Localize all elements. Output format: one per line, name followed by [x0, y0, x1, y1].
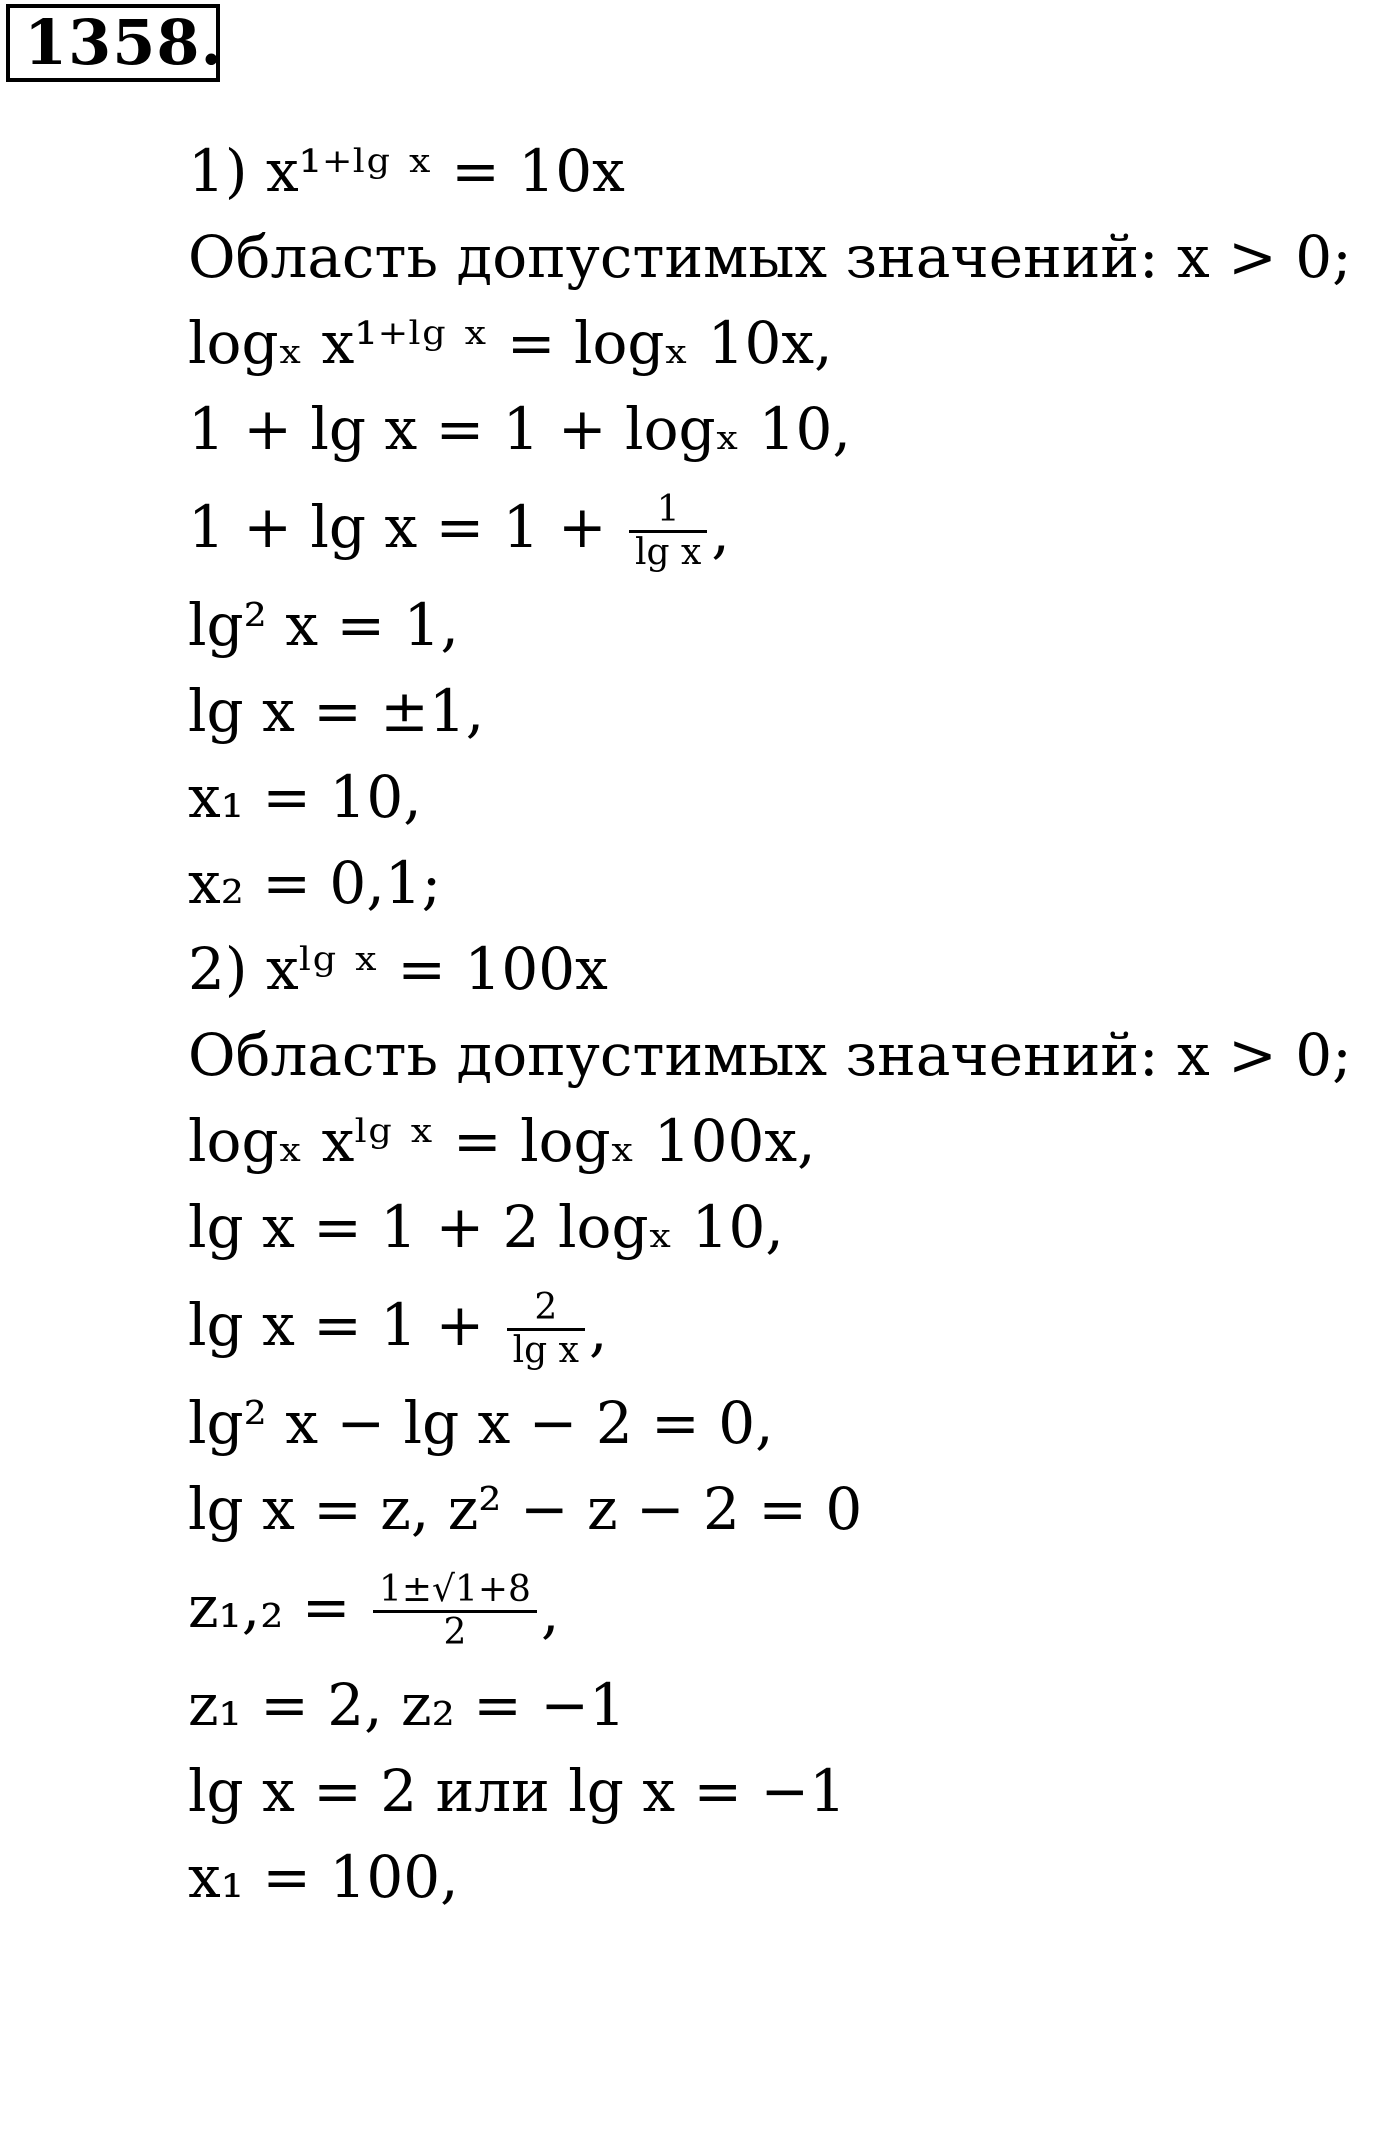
equation-line-19: lg x = 2 или lg x = −1 [188, 1757, 847, 1825]
equation-line-3: logₓ x¹⁺ˡᵍ ˣ = logₓ 10x, [188, 309, 833, 377]
equation-line-12: logₓ xˡᵍ ˣ = logₓ 100x, [188, 1107, 816, 1175]
equation-line-9: x₂ = 0,1; [188, 849, 442, 917]
fraction-numerator: 2 [534, 1287, 558, 1329]
equation-line-5 [188, 472, 1388, 582]
equation-line-20: x₁ = 100, [188, 1843, 459, 1911]
equation-line-18: z₁ = 2, z₂ = −1 [188, 1671, 626, 1739]
solution-body [188, 128, 1388, 1920]
equation-line-14 [188, 1270, 1388, 1380]
fraction-denominator: 2 [373, 1610, 537, 1653]
fraction-numerator: 1 [656, 489, 680, 531]
equation-line-6: lg² x = 1, [188, 591, 459, 659]
equation-prefix: z₁,₂ = [188, 1573, 369, 1641]
fraction-numerator: 1±√1+8 [378, 1569, 531, 1611]
equation-suffix: , [588, 1295, 608, 1364]
equation-line-13: lg x = 1 + 2 logₓ 10, [188, 1193, 784, 1261]
equation-line-17 [188, 1552, 1388, 1662]
equation-line-15: lg² x − lg x − 2 = 0, [188, 1389, 774, 1457]
equation-line-1: 1) x¹⁺ˡᵍ ˣ = 10x [188, 137, 625, 205]
problem-number: 1358. [6, 4, 220, 82]
domain-line-1: Область допустимых значений: x > 0; [188, 223, 1352, 291]
equation-line-8: x₁ = 10, [188, 763, 422, 831]
fraction [373, 1570, 537, 1653]
equation-line-7: lg x = ±1, [188, 677, 485, 745]
equation-suffix: , [711, 497, 730, 566]
equation-prefix: 1 + lg x = 1 + [188, 493, 626, 561]
equation-prefix: lg x = 1 + [188, 1291, 503, 1359]
equation-suffix: , [540, 1577, 560, 1646]
equation-line-16: lg x = z, z² − z − 2 = 0 [188, 1475, 863, 1543]
equation-line-4: 1 + lg x = 1 + logₓ 10, [188, 395, 851, 463]
domain-line-2: Область допустимых значений: x > 0; [188, 1021, 1352, 1089]
fraction [629, 490, 707, 573]
fraction [507, 1288, 585, 1371]
fraction-denominator: lg x [629, 530, 707, 573]
equation-line-10: 2) xˡᵍ ˣ = 100x [188, 935, 608, 1003]
fraction-denominator: lg x [507, 1328, 585, 1371]
